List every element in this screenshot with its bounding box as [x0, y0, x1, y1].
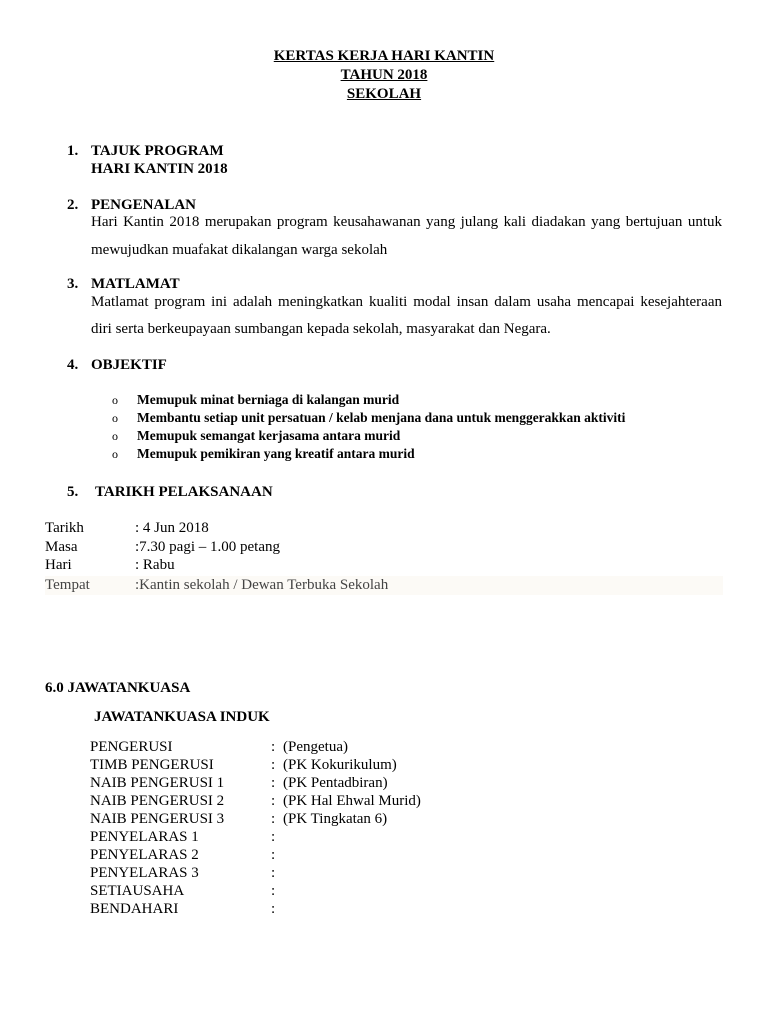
committee-colon: : [271, 739, 276, 755]
committee-row [90, 774, 490, 792]
section-4-title: OBJEKTIF [91, 357, 167, 373]
committee-row [90, 864, 490, 882]
committee-colon: : [271, 847, 276, 863]
section-4-number: 4. [67, 357, 79, 373]
doc-school: SEKOLAH [346, 86, 422, 102]
objective-text: Memupuk semangat kerjasama antara murid [137, 428, 401, 443]
committee-role: NAIB PENGERUSI 1 [90, 775, 225, 791]
committee-row [90, 738, 490, 756]
bullet-icon: o [112, 429, 118, 443]
section-6-title: 6.0 JAWATANKUASA [45, 680, 191, 696]
schedule-row-date [45, 519, 723, 538]
doc-year: TAHUN 2018 [340, 67, 428, 83]
list-item [112, 445, 625, 463]
committee-role: PENYELARAS 2 [90, 847, 199, 863]
committee-role: PENYELARAS 3 [90, 865, 199, 881]
committee-role: BENDAHARI [90, 901, 179, 917]
committee-value: (PK Kokurikulum) [283, 757, 397, 773]
committee-row [90, 792, 490, 810]
list-item [112, 391, 625, 409]
committee-row [90, 882, 490, 900]
schedule-value: :7.30 pagi – 1.00 petang [135, 539, 280, 555]
schedule-key: Tarikh [45, 520, 84, 536]
list-item [112, 427, 625, 445]
committee-colon: : [271, 757, 276, 773]
committee-role: TIMB PENGERUSI [90, 757, 214, 773]
committee-colon: : [271, 865, 276, 881]
bullet-icon: o [112, 393, 118, 407]
objective-text: Membantu setiap unit persatuan / kelab menjana dana untuk menggerakkan aktiviti [137, 410, 626, 425]
committee-value: (PK Tingkatan 6) [283, 811, 388, 827]
section-1-number: 1. [67, 143, 79, 159]
section-2-text-line1: Hari Kantin 2018 merupakan program keusahawanan yang julang kali diadakan yang bertujuan untuk [91, 214, 722, 230]
section-1-title: TAJUK PROGRAM [91, 143, 224, 159]
committee-row [90, 810, 490, 828]
committee-colon: : [271, 883, 276, 899]
schedule-key: Hari [45, 557, 72, 573]
committee-role: PENGERUSI [90, 739, 173, 755]
section-3-text-line2: diri serta berkeupayaan sumbangan kepada sekolah, masyarakat dan Negara. [91, 321, 551, 337]
bullet-icon: o [112, 447, 118, 461]
committee-role: NAIB PENGERUSI 3 [90, 811, 225, 827]
doc-title: KERTAS KERJA HARI KANTIN [273, 48, 495, 64]
committee-colon: : [271, 811, 276, 827]
schedule-key: Masa [45, 539, 78, 555]
committee-row [90, 756, 490, 774]
schedule-row-venue [45, 576, 723, 595]
objective-text: Memupuk minat berniaga di kalangan murid [137, 392, 400, 407]
committee-colon: : [271, 793, 276, 809]
section-2-title: PENGENALAN [91, 197, 197, 213]
section-5-number: 5. [67, 484, 79, 500]
committee-value: (PK Hal Ehwal Murid) [283, 793, 421, 809]
section-2-text-line2: mewujudkan muafakat dikalangan warga sekolah [91, 242, 388, 258]
section-3-title: MATLAMAT [91, 276, 180, 292]
schedule-value: :Kantin sekolah / Dewan Terbuka Sekolah [135, 577, 389, 593]
committee-colon: : [271, 901, 276, 917]
committee-role: SETIAUSAHA [90, 883, 185, 899]
objective-list [112, 391, 625, 463]
committee-role: PENYELARAS 1 [90, 829, 199, 845]
section-3-number: 3. [67, 276, 79, 292]
section-2-number: 2. [67, 197, 79, 213]
list-item [112, 409, 625, 427]
section-1-value: HARI KANTIN 2018 [91, 161, 228, 177]
committee-colon: : [271, 829, 276, 845]
committee-value: (Pengetua) [283, 739, 348, 755]
bullet-icon: o [112, 411, 118, 425]
schedule-key: Tempat [45, 577, 90, 593]
section-3-text-line1: Matlamat program ini adalah meningkatkan kualiti modal insan dalam usaha mencapai kesejahteraan [91, 294, 722, 310]
schedule-row-day [45, 556, 723, 575]
committee-colon: : [271, 775, 276, 791]
committee-subtitle: JAWATANKUASA INDUK [94, 709, 270, 725]
committee-row [90, 828, 490, 846]
section-5-title: TARIKH PELAKSANAAN [95, 484, 273, 500]
schedule-value: : Rabu [135, 557, 175, 573]
committee-row [90, 846, 490, 864]
schedule-value: : 4 Jun 2018 [135, 520, 209, 536]
committee-role: NAIB PENGERUSI 2 [90, 793, 225, 809]
committee-value: (PK Pentadbiran) [283, 775, 388, 791]
committee-row [90, 900, 490, 918]
objective-text: Memupuk pemikiran yang kreatif antara murid [137, 446, 415, 461]
schedule-row-time [45, 538, 723, 557]
